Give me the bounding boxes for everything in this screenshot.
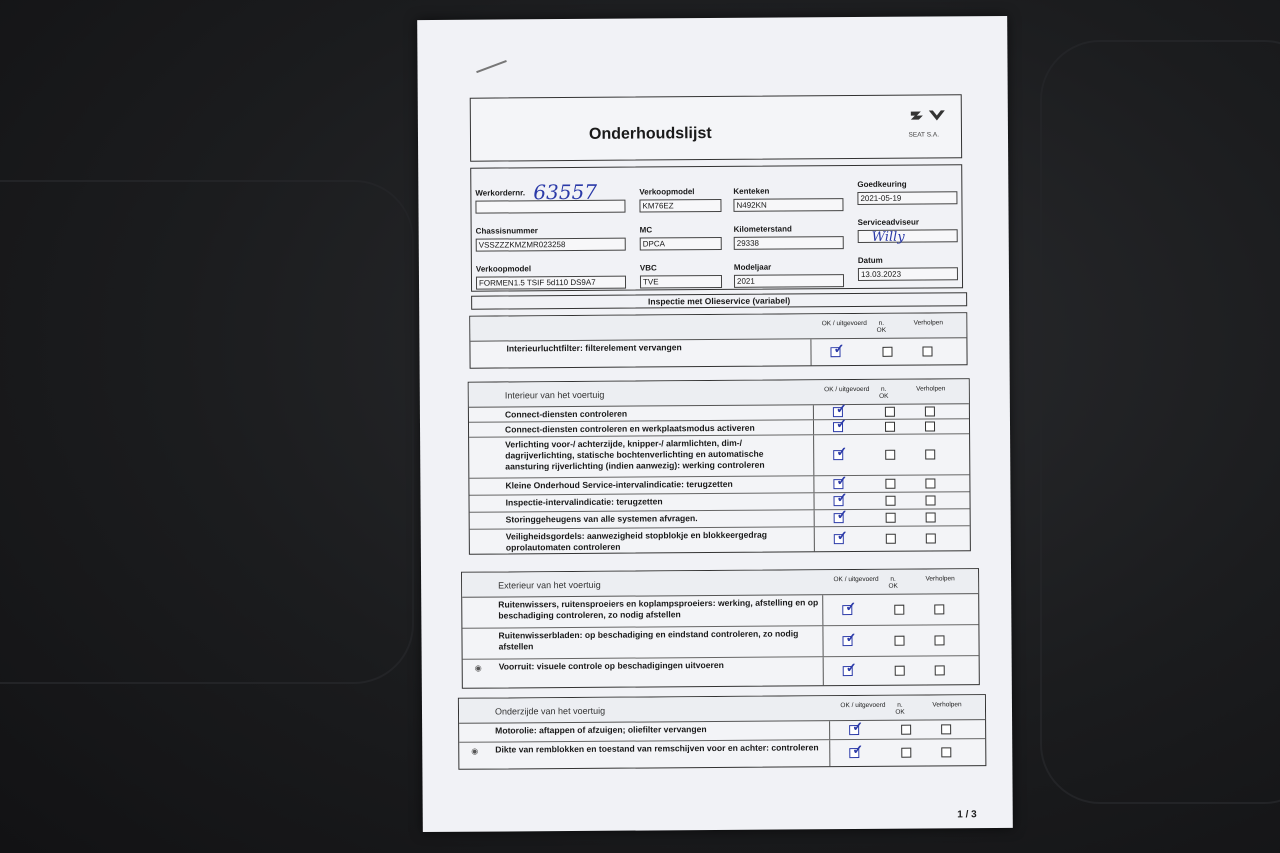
checklist-item-text: Verlichting voor-/ achterzijde, knipper-/ alarmlichten, dim-/ dagrijverlichting, statische bochtenverlichting en automatische aansturing rijverlichting (indien aanwezig): werking controleren — [505, 437, 765, 472]
vbc-label: VBC — [639, 263, 657, 273]
checklist-item-text: Veiligheidsgordels: aanwezigheid stopblokje en blokkeergedrag oprolautomaten controleren — [505, 529, 768, 553]
checkbox-cells — [814, 526, 970, 551]
checklist-section — [458, 694, 986, 770]
vehicle-info — [470, 164, 963, 291]
verholpen-checkbox[interactable] — [926, 512, 936, 522]
checkbox-cells — [814, 509, 970, 526]
checkbox-cells — [810, 338, 966, 365]
nok-checkbox[interactable] — [882, 347, 892, 357]
section-title: Interieur van het voertuig — [504, 389, 605, 401]
handwritten-check-icon: ✓ — [836, 490, 848, 506]
handwritten-check-icon: ✓ — [836, 416, 848, 432]
checklist-item-text: Connect-diensten controleren en werkplaatsmodus activeren — [504, 422, 755, 435]
checkbox-cells — [823, 656, 979, 685]
serviceadviseur-label: Serviceadviseur — [857, 217, 920, 227]
section-title: Exterieur van het voertuig — [498, 579, 601, 591]
kenteken-field — [733, 186, 843, 212]
checklist-item-text: Inspectie-intervalindicatie: terugzetten — [505, 496, 663, 508]
section-header — [462, 569, 978, 598]
chassis-value: VSSZZZKMZMR023258 — [476, 238, 626, 252]
verholpen-checkbox[interactable] — [926, 495, 936, 505]
checklist-item-text: Voorruit: visuele controle op beschadigingen uitvoeren — [498, 659, 724, 672]
section-header — [470, 313, 966, 341]
handwritten-check-icon: ✓ — [852, 718, 864, 735]
checklist-item-text: Kleine Onderhoud Service-intervalindicatie: terugzetten — [505, 478, 733, 491]
handwritten-check-icon: ✓ — [836, 507, 848, 523]
verholpen-checkbox[interactable] — [934, 635, 944, 645]
column-header-nok: n. OK — [895, 701, 905, 716]
page-number: 1 / 3 — [957, 809, 977, 821]
handwritten-check-icon: ✓ — [845, 660, 857, 676]
verkoopmodel-label: Verkoopmodel — [475, 264, 532, 274]
handwritten-check-icon: ✓ — [845, 630, 857, 646]
verkoopmodel-code-field — [639, 187, 721, 213]
datum-value: 13.03.2023 — [858, 267, 958, 281]
checklist-item-text: Ruitenwissers, ruitensproeiers en koplampsproeiers: werking, afstelling en op beschadiging controleren, zo nodig afstellen — [498, 597, 819, 621]
nok-checkbox[interactable] — [901, 748, 911, 758]
chassis-label: Chassisnummer — [475, 226, 538, 236]
goedkeuring-label: Goedkeuring — [857, 179, 907, 190]
checklist-row — [459, 739, 985, 769]
handwritten-check-icon: ✓ — [833, 341, 845, 357]
nok-checkbox[interactable] — [885, 450, 895, 460]
checkbox-cells — [813, 416, 969, 434]
werkordernr-handwritten: 63557 — [533, 179, 598, 205]
kilometerstand-value: 29338 — [734, 236, 844, 250]
kilometerstand-field — [734, 224, 844, 250]
datum-field — [858, 255, 958, 281]
checklist-section — [461, 568, 980, 689]
nok-checkbox[interactable] — [894, 605, 904, 615]
checklist-row — [462, 594, 978, 629]
verholpen-checkbox[interactable] — [941, 747, 951, 757]
nok-checkbox[interactable] — [885, 479, 895, 489]
staple — [476, 60, 507, 73]
column-header-verholpen: Verholpen — [932, 701, 962, 709]
column-header-verholpen: Verholpen — [916, 385, 946, 393]
checklist-item-text: Motorolie: aftappen of afzuigen; oliefilter vervangen — [495, 724, 707, 736]
inspection-banner: Inspectie met Olieservice (variabel) — [471, 292, 967, 309]
bullet-marker-icon: ◉ — [471, 746, 479, 756]
checklist-row — [469, 434, 969, 478]
verkoopmodel-value: FORMEN1.5 TSIF 5d110 DS9A7 — [476, 276, 626, 290]
verholpen-checkbox[interactable] — [941, 724, 951, 734]
nok-checkbox[interactable] — [894, 636, 904, 646]
column-header-ok: OK / uitgevoerd — [821, 319, 867, 328]
checkbox-cells — [813, 434, 969, 475]
checklist-row — [462, 625, 978, 660]
column-header-verholpen: Verholpen — [913, 319, 943, 327]
checklist-row — [463, 656, 979, 688]
chassis-field — [476, 226, 626, 252]
nok-checkbox[interactable] — [895, 666, 905, 676]
seat-seam-right — [1040, 40, 1280, 804]
column-header-nok: n. OK — [879, 385, 889, 400]
verholpen-checkbox[interactable] — [925, 406, 935, 416]
verholpen-checkbox[interactable] — [925, 449, 935, 459]
column-header-nok: n. OK — [876, 319, 887, 334]
checkbox-cells — [822, 625, 978, 656]
seat-cupra-logo-icon — [909, 107, 947, 126]
maintenance-sheet — [417, 16, 1013, 832]
column-header-ok: OK / uitgevoerd — [824, 385, 870, 394]
handwritten-check-icon: ✓ — [845, 599, 857, 615]
kenteken-value: N492KN — [733, 198, 843, 212]
form-title: Onderhoudslijst — [588, 125, 712, 143]
nok-checkbox[interactable] — [886, 496, 896, 506]
verkoopmodel-code-value: KM76EZ — [639, 199, 721, 213]
column-header-nok: n. OK — [888, 575, 898, 590]
section-title: Onderzijde van het voertuig — [494, 705, 606, 717]
checkbox-cells — [822, 594, 978, 625]
brand-name: SEAT S.A. — [908, 131, 940, 139]
vbc-value: TVE — [640, 275, 722, 289]
nok-checkbox[interactable] — [885, 407, 895, 417]
handwritten-check-icon: ✓ — [852, 741, 864, 758]
kenteken-label: Kenteken — [733, 186, 770, 196]
checklist-item-text: Interieurluchtfilter: filterelement vervangen — [506, 342, 682, 354]
verholpen-checkbox[interactable] — [922, 346, 932, 356]
verholpen-checkbox[interactable] — [934, 604, 944, 614]
werkordernr-label: Werkordernr. — [475, 188, 526, 198]
nok-checkbox[interactable] — [885, 422, 895, 432]
verkoopmodel-code-label: Verkoopmodel — [639, 187, 695, 197]
handwritten-check-icon: ✓ — [836, 528, 848, 544]
datum-label: Datum — [857, 255, 883, 265]
checklist-section — [468, 378, 971, 555]
handwritten-check-icon: ✓ — [835, 401, 847, 417]
checklist-item-text: Dikte van remblokken en toestand van remschijven voor en achter: controleren — [495, 742, 819, 755]
checklist-section — [469, 312, 967, 368]
checklist-item-text: Ruitenwisserbladen: op beschadiging en eindstand controleren, zo nodig afstellen — [498, 628, 799, 652]
serviceadviseur-handwritten: Willy — [871, 229, 905, 245]
column-header-ok: OK / uitgevoerd — [833, 575, 879, 584]
checklist-row — [470, 526, 970, 553]
section-header — [469, 379, 969, 407]
modeljaar-value: 2021 — [734, 274, 844, 288]
verholpen-checkbox[interactable] — [925, 478, 935, 488]
checkbox-cells — [829, 739, 985, 766]
column-header-ok: OK / uitgevoerd — [840, 701, 886, 710]
bullet-marker-icon: ◉ — [474, 663, 482, 673]
section-header — [459, 695, 985, 724]
modeljaar-field — [734, 262, 844, 288]
verholpen-checkbox[interactable] — [925, 421, 935, 431]
nok-checkbox[interactable] — [901, 725, 911, 735]
goedkeuring-value: 2021-05-19 — [857, 191, 957, 205]
vbc-field — [640, 263, 722, 289]
form-header — [470, 94, 962, 161]
mc-field — [640, 225, 722, 251]
kilometerstand-label: Kilometerstand — [733, 224, 792, 234]
checklist-item-text: Connect-diensten controleren — [504, 408, 628, 420]
verkoopmodel-field — [476, 264, 626, 290]
verholpen-checkbox[interactable] — [926, 533, 936, 543]
goedkeuring-field — [857, 179, 957, 205]
handwritten-check-icon: ✓ — [836, 444, 848, 460]
seat-seam-left — [0, 180, 414, 684]
nok-checkbox[interactable] — [886, 534, 896, 544]
nok-checkbox[interactable] — [886, 513, 896, 523]
mc-value: DPCA — [640, 237, 722, 251]
checkbox-cells — [829, 720, 985, 739]
modeljaar-label: Modeljaar — [733, 262, 772, 272]
handwritten-check-icon: ✓ — [836, 473, 848, 489]
checklist-item-text: Storinggeheugens van alle systemen afvragen. — [505, 513, 698, 525]
mc-label: MC — [639, 225, 653, 235]
column-header-verholpen: Verholpen — [925, 575, 955, 583]
verholpen-checkbox[interactable] — [935, 665, 945, 675]
checklist-row — [470, 338, 966, 367]
